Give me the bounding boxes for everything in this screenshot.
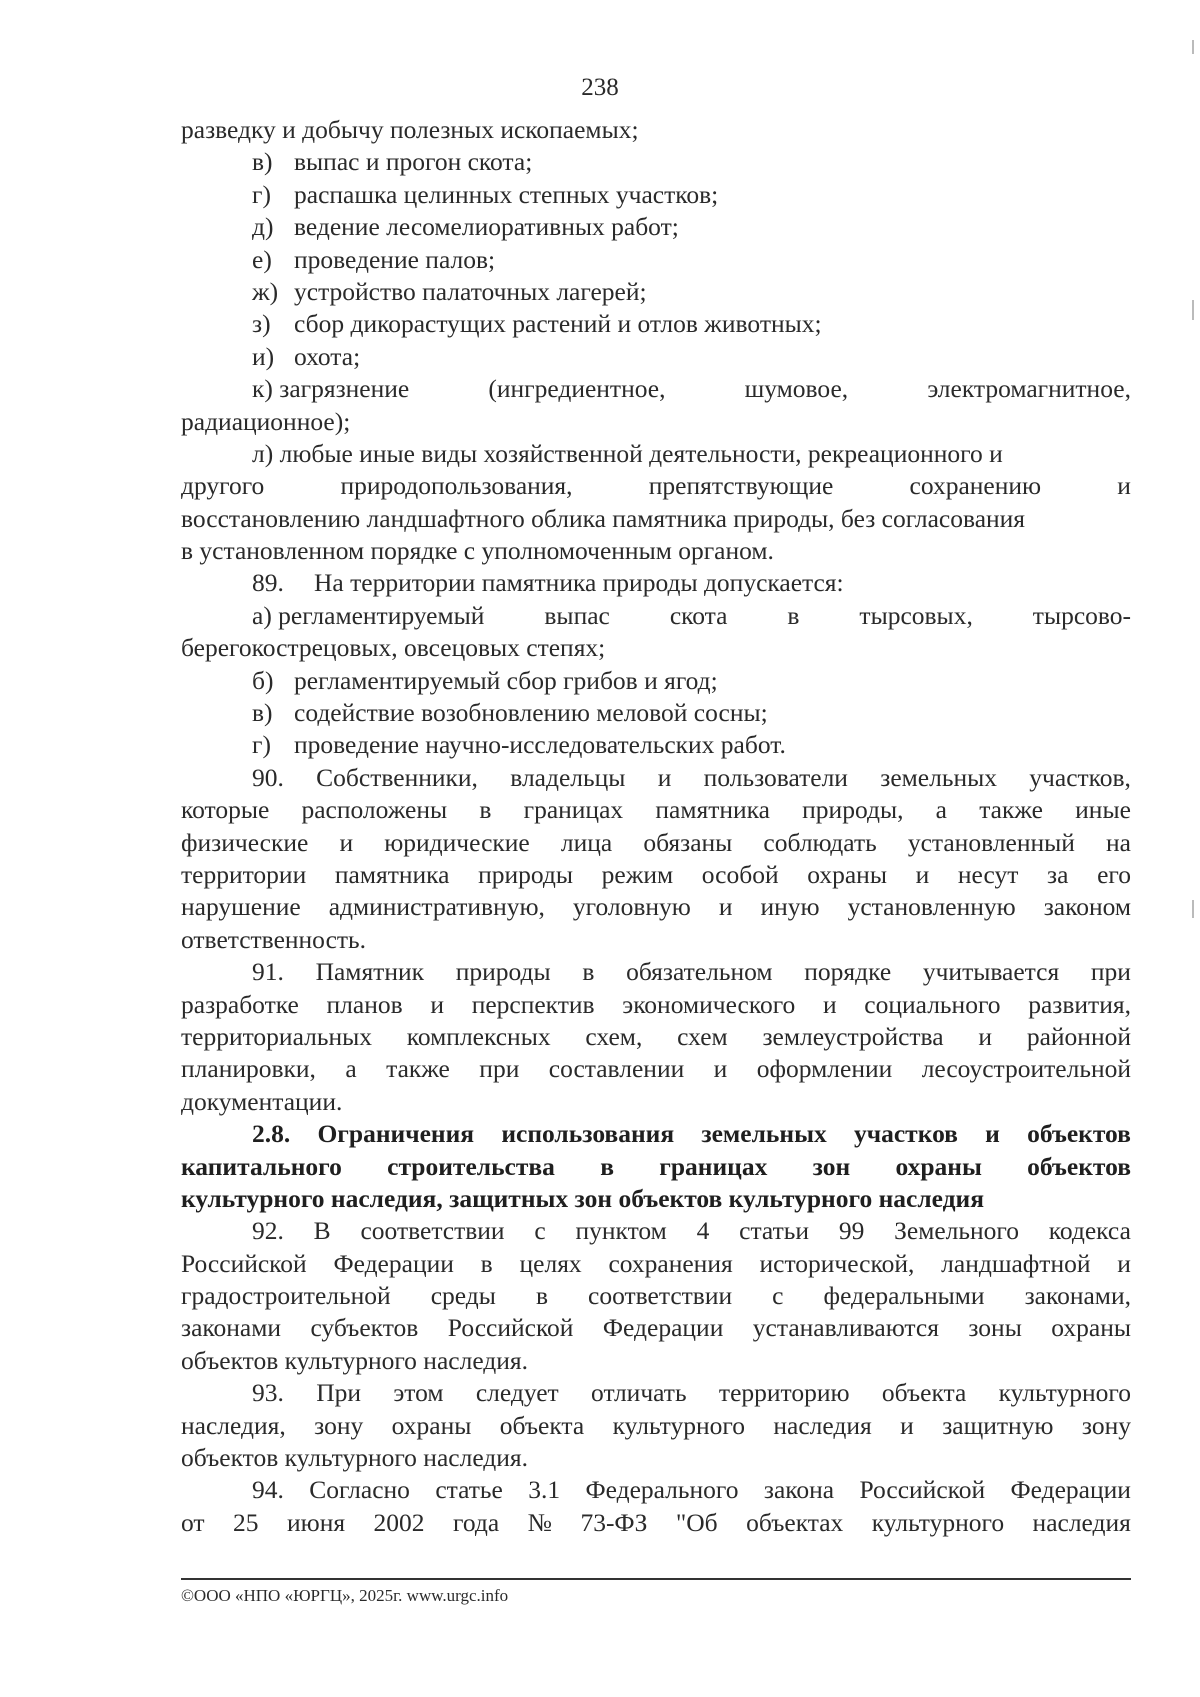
list-text: сбор дикорастущих растений и отлов животных; <box>294 309 822 339</box>
word: (ингредиентное, <box>488 374 666 404</box>
word: лица <box>560 827 613 857</box>
list-text: ведение лесомелиоративных работ; <box>294 212 679 242</box>
word: экономического <box>622 989 796 1019</box>
word: землеустройства <box>762 1021 944 1051</box>
word: также <box>979 795 1043 825</box>
paragraph-number: 94. <box>252 1475 284 1505</box>
word: исторической, <box>759 1248 915 1278</box>
list-marker: д) <box>252 212 274 242</box>
word: и <box>430 989 444 1019</box>
word: статье <box>435 1475 503 1505</box>
word: памятника <box>334 859 450 889</box>
text-line <box>181 406 1131 438</box>
word: и <box>1117 471 1131 501</box>
word: В <box>313 1216 331 1246</box>
line-text: л) любые иные виды хозяйственной деятельности, рекреационного и <box>252 438 1003 468</box>
word: оформлении <box>756 1054 893 1084</box>
word: природы <box>455 957 551 987</box>
word: обязательном <box>626 957 773 987</box>
word: Федерального <box>585 1475 739 1505</box>
scan-edge-mark <box>1192 300 1194 320</box>
word: федеральными <box>823 1281 985 1311</box>
list-marker: в) <box>252 147 273 177</box>
justified-line <box>181 373 1131 405</box>
word: разработке <box>181 989 299 1019</box>
justified-line <box>181 1377 1131 1409</box>
word: природопользования, <box>340 471 573 501</box>
word: в <box>535 1281 548 1311</box>
word: к) загрязнение <box>252 374 410 404</box>
word: учитывается <box>922 957 1060 987</box>
list-marker: в) <box>252 698 273 728</box>
word: на <box>1106 827 1131 857</box>
word: в <box>787 600 800 630</box>
paragraph-number: 91. <box>252 957 284 987</box>
word: года <box>453 1507 500 1537</box>
justified-line <box>181 1248 1131 1280</box>
word: 73-ФЗ <box>580 1507 648 1537</box>
justified-line <box>181 1410 1131 1442</box>
word: Собственники, <box>316 762 478 792</box>
list-item <box>181 308 1131 340</box>
justified-line <box>181 1280 1131 1312</box>
word: схем, <box>585 1021 643 1051</box>
word: Ограничения <box>317 1119 475 1149</box>
list-item <box>181 244 1131 276</box>
word: 2002 <box>373 1507 425 1537</box>
line-text: в установленном порядке с уполномоченным органом. <box>181 536 774 566</box>
word: границах <box>659 1151 768 1181</box>
word: Федерации <box>333 1248 454 1278</box>
word: которые <box>181 795 270 825</box>
footer-divider <box>181 1578 1131 1580</box>
word: градостроительной <box>181 1281 391 1311</box>
line-text: ответственность. <box>181 924 367 954</box>
word: шумовое, <box>744 374 849 404</box>
word: земельных <box>701 1119 827 1149</box>
list-text: проведение палов; <box>294 244 496 274</box>
word: установленную <box>847 892 1016 922</box>
line-text: объектов культурного наследия. <box>181 1345 529 1375</box>
word: среды <box>430 1281 496 1311</box>
word: а <box>345 1054 357 1084</box>
list-text: распашка целинных степных участков; <box>294 179 719 209</box>
word: земельных <box>880 762 997 792</box>
word: лесоустроительной <box>921 1054 1131 1084</box>
word: пунктом <box>575 1216 667 1246</box>
word: тырсово- <box>1032 600 1131 630</box>
word: зон <box>812 1151 851 1181</box>
word: и <box>657 762 672 792</box>
word: ландшафтной <box>941 1248 1091 1278</box>
word: охраны <box>807 859 887 889</box>
line-text: берегокострецовых, овсецовых степях; <box>181 633 606 663</box>
line-text: восстановлению ландшафтного облика памятника природы, без согласования <box>181 503 1026 533</box>
word: и <box>822 989 837 1019</box>
justified-line <box>181 989 1131 1021</box>
word: зону <box>1081 1410 1131 1440</box>
word: также <box>386 1054 450 1084</box>
word: планов <box>326 989 403 1019</box>
word: а) регламентируемый <box>252 600 485 630</box>
word: участков <box>853 1119 958 1149</box>
word: обязаны <box>643 827 733 857</box>
word: зону <box>314 1410 364 1440</box>
section-heading <box>181 1151 1131 1183</box>
word: целях <box>519 1248 582 1278</box>
word: объекта <box>499 1410 585 1440</box>
word: Федерации <box>1010 1475 1131 1505</box>
word: и <box>900 1410 914 1440</box>
list-text: регламентируемый сбор грибов и ягод; <box>294 665 718 695</box>
line-text: объектов культурного наследия. <box>181 1443 529 1473</box>
text-line <box>181 438 1131 470</box>
justified-line <box>181 1021 1131 1053</box>
list-marker: ж) <box>252 276 279 306</box>
word: при <box>479 1054 520 1084</box>
word: природы <box>478 859 574 889</box>
word: объектов <box>1027 1119 1131 1149</box>
word: статьи <box>739 1216 810 1246</box>
word: территории <box>181 859 307 889</box>
word: 4 <box>696 1216 710 1246</box>
word: социального <box>864 989 1001 1019</box>
word: иную <box>760 892 820 922</box>
word: 25 <box>233 1507 259 1537</box>
word: и <box>713 1054 728 1084</box>
word: несут <box>957 859 1019 889</box>
word: соответствии <box>588 1281 733 1311</box>
word: юридические <box>384 827 530 857</box>
word: установленный <box>907 827 1075 857</box>
word: нарушение <box>181 892 301 922</box>
word: в <box>582 957 595 987</box>
justified-line <box>181 956 1131 988</box>
justified-line <box>181 762 1131 794</box>
word: "Об <box>675 1507 718 1537</box>
word: пользователи <box>703 762 848 792</box>
scan-edge-mark <box>1192 40 1194 54</box>
scan-edge-mark <box>1192 900 1194 918</box>
word: сохранению <box>909 471 1042 501</box>
word: кодекса <box>1048 1216 1131 1246</box>
word: объектах <box>746 1507 844 1537</box>
list-text: выпас и прогон скота; <box>294 147 533 177</box>
word: культурного <box>871 1507 1005 1537</box>
word: строительства <box>387 1151 555 1181</box>
section-heading <box>181 1118 1131 1150</box>
text-line <box>181 1345 1131 1377</box>
word: закона <box>763 1475 835 1505</box>
paragraph-number: 90. <box>252 762 284 792</box>
list-item <box>181 697 1131 729</box>
word: культурного <box>612 1410 745 1440</box>
word: сохранения <box>608 1248 733 1278</box>
list-item <box>181 665 1131 697</box>
page-number: 238 <box>581 74 619 101</box>
list-marker: б) <box>252 665 274 695</box>
word: в <box>479 795 492 825</box>
list-marker: г) <box>252 730 271 760</box>
word: территорию <box>718 1378 850 1408</box>
list-text: охота; <box>294 341 361 371</box>
word: расположены <box>301 795 448 825</box>
word: субъектов <box>310 1313 419 1343</box>
word: объекта <box>881 1378 967 1408</box>
word: При <box>316 1378 362 1408</box>
word: следует <box>475 1378 559 1408</box>
word: комплексных <box>406 1021 551 1051</box>
word: охраны <box>391 1410 472 1440</box>
justified-line <box>181 1507 1131 1539</box>
word: за <box>1047 859 1069 889</box>
line-text: На территории памятника природы допускается: <box>314 568 844 598</box>
justified-line <box>181 1312 1131 1344</box>
word: участков, <box>1029 762 1131 792</box>
paragraph-number: 89. <box>252 568 284 598</box>
word: наследия <box>773 1410 872 1440</box>
line-text: культурного наследия, защитных зон объектов культурного наследия <box>181 1183 985 1213</box>
list-text: проведение научно-исследовательских работ. <box>294 730 786 760</box>
justified-line <box>181 891 1131 923</box>
word: препятствующие <box>648 471 834 501</box>
list-marker: е) <box>252 244 272 274</box>
text-line <box>181 1442 1131 1474</box>
word: Российской <box>181 1248 307 1278</box>
word: с <box>772 1281 784 1311</box>
line-text: документации. <box>181 1086 343 1116</box>
paragraph-number: 93. <box>252 1378 284 1408</box>
word: и <box>915 859 930 889</box>
list-marker: г) <box>252 179 271 209</box>
justified-line <box>181 1215 1131 1247</box>
word: охраны <box>1051 1313 1131 1343</box>
footer-copyright: ©ООО «НПО «ЮРГЦ», 2025г. www.urgc.info <box>181 1586 509 1605</box>
justified-line <box>181 1474 1131 1506</box>
list-text: содействие возобновлению меловой сосны; <box>294 698 768 728</box>
list-item <box>181 276 1131 308</box>
word: отличать <box>591 1378 687 1408</box>
text-line <box>181 535 1131 567</box>
word: памятника <box>655 795 770 825</box>
word: развития, <box>1028 989 1131 1019</box>
word: владельцы <box>510 762 626 792</box>
word: законами, <box>1024 1281 1131 1311</box>
text-line <box>181 924 1131 956</box>
word: и <box>978 1021 993 1051</box>
word: культурного <box>998 1378 1131 1408</box>
word: выпас <box>544 600 610 630</box>
word: использования <box>501 1119 675 1149</box>
word: 99 <box>838 1216 865 1246</box>
word: соответствии <box>360 1216 505 1246</box>
justified-line <box>181 1053 1131 1085</box>
word: физические <box>181 827 309 857</box>
word: порядке <box>804 957 892 987</box>
section-number: 2.8. <box>252 1119 291 1149</box>
word: административную, <box>328 892 545 922</box>
word: границах <box>523 795 624 825</box>
word: в <box>480 1248 493 1278</box>
word: уголовную <box>572 892 691 922</box>
word: перспектив <box>471 989 595 1019</box>
list-text: устройство палаточных лагерей; <box>294 276 647 306</box>
word: Земельного <box>894 1216 1019 1246</box>
word: от <box>181 1507 205 1537</box>
justified-line <box>181 827 1131 859</box>
word: в <box>600 1151 614 1181</box>
word: а <box>935 795 947 825</box>
word: № <box>527 1507 552 1537</box>
word: капитального <box>181 1151 342 1181</box>
list-item <box>181 211 1131 243</box>
line-text: разведку и добычу полезных ископаемых; <box>181 115 639 144</box>
justified-line <box>181 859 1131 891</box>
word: наследия, <box>181 1410 286 1440</box>
word: и <box>1117 1248 1131 1278</box>
section-heading <box>181 1183 1131 1215</box>
word: территориальных <box>181 1021 372 1051</box>
list-marker: з) <box>252 309 271 339</box>
word: природы, <box>802 795 904 825</box>
text-line <box>181 114 1131 146</box>
word: Согласно <box>309 1475 410 1505</box>
word: наследия <box>1032 1507 1131 1537</box>
line-text: радиационное); <box>181 406 351 436</box>
word: его <box>1097 859 1131 889</box>
word: электромагнитное, <box>927 374 1131 404</box>
justified-line <box>181 470 1131 502</box>
word: составлении <box>548 1054 685 1084</box>
word: и <box>339 827 354 857</box>
word: соблюдать <box>763 827 877 857</box>
word: и <box>718 892 733 922</box>
paragraph-number: 92. <box>252 1216 284 1246</box>
word: зоны <box>968 1313 1022 1343</box>
text-line <box>181 503 1131 535</box>
word: Российской <box>447 1313 574 1343</box>
list-marker: и) <box>252 341 275 371</box>
word: особой <box>701 859 779 889</box>
text-line <box>181 632 1131 664</box>
document-body <box>181 114 1131 1539</box>
word: скота <box>669 600 728 630</box>
word: схем <box>677 1021 728 1051</box>
word: объектов <box>1027 1151 1131 1181</box>
word: при <box>1090 957 1131 987</box>
list-item <box>181 146 1131 178</box>
word: 3.1 <box>528 1475 561 1505</box>
word: режим <box>601 859 674 889</box>
paragraph-start <box>181 567 1131 599</box>
text-line <box>181 1086 1131 1118</box>
word: и <box>985 1119 1000 1149</box>
word: тырсовых, <box>859 600 973 630</box>
list-item <box>181 729 1131 761</box>
justified-line <box>181 600 1131 632</box>
word: с <box>534 1216 546 1246</box>
word: законами <box>181 1313 281 1343</box>
word: июня <box>287 1507 346 1537</box>
word: Российской <box>859 1475 986 1505</box>
list-item <box>181 341 1131 373</box>
word: Федерации <box>602 1313 724 1343</box>
word: охраны <box>895 1151 982 1181</box>
word: устанавливаются <box>752 1313 939 1343</box>
word: этом <box>393 1378 444 1408</box>
word: законом <box>1043 892 1131 922</box>
word: планировки, <box>181 1054 316 1084</box>
list-item <box>181 179 1131 211</box>
word: защитную <box>942 1410 1054 1440</box>
word: другого <box>181 471 265 501</box>
word: иные <box>1075 795 1131 825</box>
word: районной <box>1026 1021 1131 1051</box>
justified-line <box>181 794 1131 826</box>
word: Памятник <box>315 957 425 987</box>
